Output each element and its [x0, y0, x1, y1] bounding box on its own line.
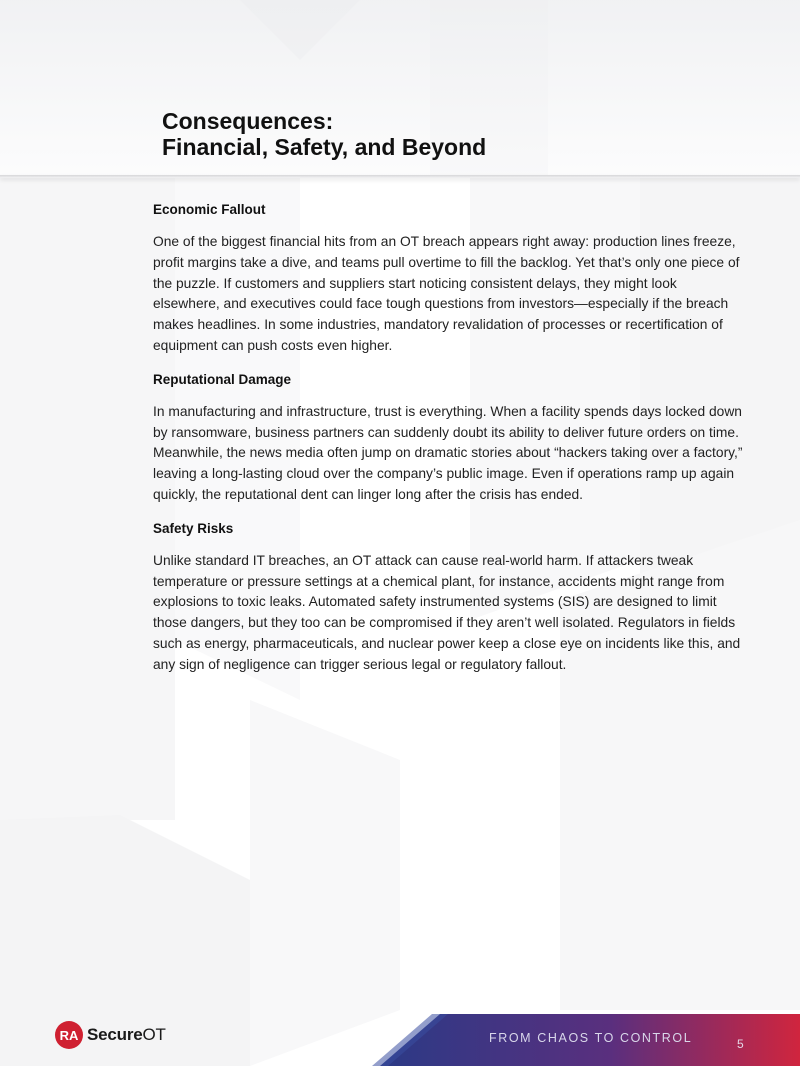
section-safety-risks — [153, 520, 743, 676]
logo-name-bold: Secure — [87, 1025, 143, 1044]
logo-name-thin: OT — [142, 1025, 166, 1044]
page-title-line-1: Consequences: — [162, 108, 334, 134]
page-number: 5 — [737, 1037, 744, 1051]
page-title-line-2: Financial, Safety, and Beyond — [162, 134, 487, 160]
article-body — [153, 201, 743, 690]
section-paragraph: One of the biggest financial hits from an OT breach appears right away: production lines freeze, profit margins take a dive, and teams pull overtime to fill the backlog. Yet that’s only one piece of the puzzle. If customers and suppliers start noticing consistent delays, they might look elsewhere, and executives could face tough questions from investors—especially if the breach makes headlines. In some industries, mandatory revalidation of processes or recertification of equipment can push costs even higher. — [153, 234, 740, 353]
section-heading: Reputational Damage — [153, 371, 292, 387]
header-divider — [0, 175, 800, 178]
page-title — [162, 108, 486, 160]
ra-logo-icon — [54, 1020, 84, 1050]
section-reputational-damage — [153, 371, 743, 506]
section-paragraph: In manufacturing and infrastructure, trust is everything. When a facility spends days locked down by ransomware, business partners can suddenly doubt its ability to deliver future orders on time. Meanwhile, the news media often jump on dramatic stories about “hackers taking over a factory,” leaving a long-lasting cloud over the company’s public image. Even if operations ramp up again quickly, the reputational dent can linger long after the crisis has ended. — [153, 403, 743, 502]
secureot-logo — [54, 1020, 166, 1050]
section-paragraph: Unlike standard IT breaches, an OT attack can cause real-world harm. If attackers tweak temperature or pressure settings at a chemical plant, for instance, accidents might range from explosions to toxic leaks. Automated safety instrumented systems (SIS) are designed to limit those dangers, but they too can be compromised if they aren’t well isolated. Regulators in fields such as energy, pharmaceuticals, and nuclear power keep a close eye on incidents like this, and any sign of negligence can trigger serious legal or regulatory fallout. — [153, 552, 741, 672]
section-economic-fallout — [153, 201, 743, 357]
footer-tagline: FROM CHAOS TO CONTROL — [489, 1031, 693, 1045]
section-heading: Economic Fallout — [153, 202, 266, 217]
svg-text:RA: RA — [59, 1028, 79, 1043]
section-heading: Safety Risks — [153, 520, 234, 536]
logo-wordmark — [87, 1025, 166, 1045]
